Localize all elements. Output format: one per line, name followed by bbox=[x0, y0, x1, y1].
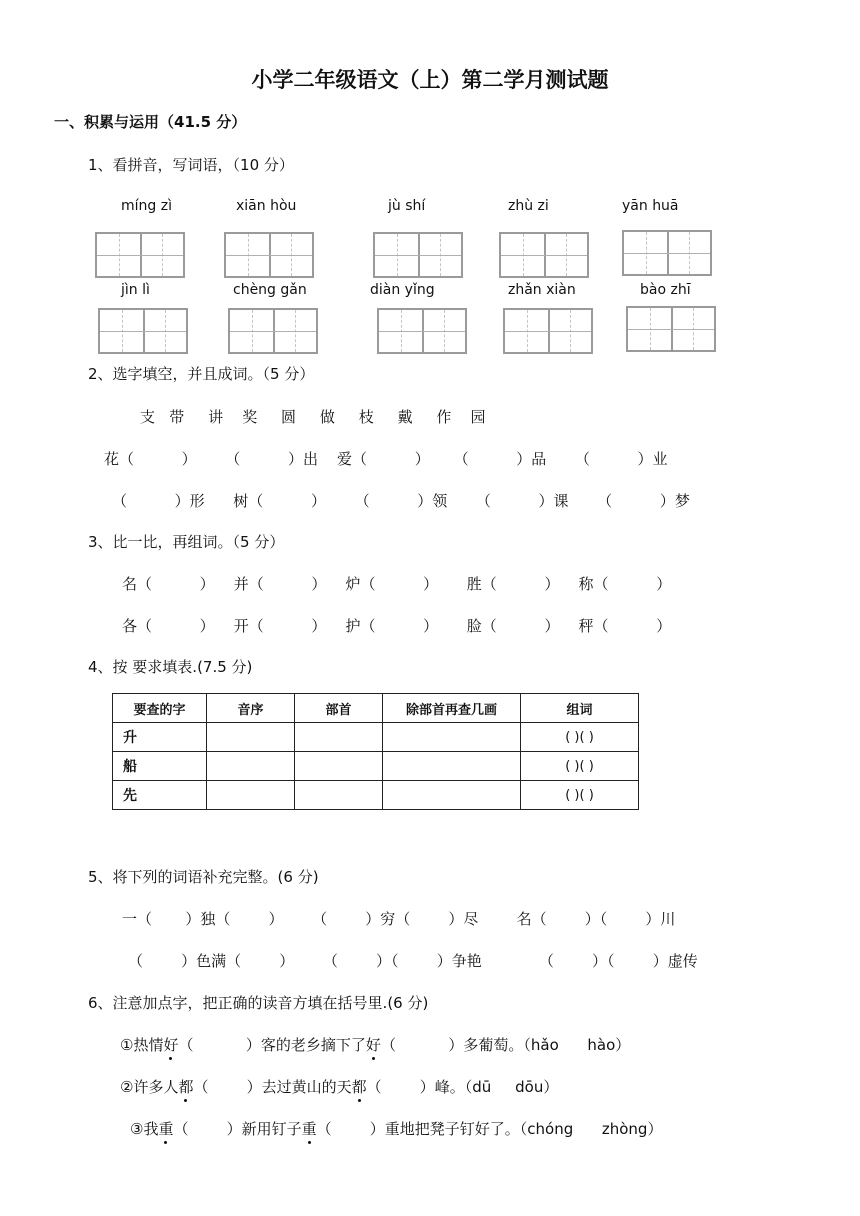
writing-grid[interactable] bbox=[377, 308, 467, 354]
writing-grid[interactable] bbox=[224, 232, 314, 278]
question-1-label: 1、看拼音，写词语，（10 分） bbox=[88, 156, 294, 174]
table-header: 要查的字 bbox=[113, 694, 207, 723]
sentence-line-3 bbox=[130, 1118, 662, 1139]
sentence-text: （ ）多葡萄。（hǎo hào） bbox=[380, 1036, 631, 1054]
sentence-line-2 bbox=[120, 1076, 558, 1097]
question-5-label: 5、将下列的词语补充完整。(6 分) bbox=[88, 868, 319, 886]
table-row bbox=[113, 723, 639, 752]
grid-guide-line bbox=[566, 234, 567, 276]
table-header: 部首 bbox=[295, 694, 383, 723]
table-cell-input[interactable] bbox=[295, 752, 383, 781]
dotted-char: 重 bbox=[158, 1120, 174, 1138]
fill-line: 名（ ） 并（ ） 炉（ ） 胜（ ） 称（ ） bbox=[122, 575, 672, 593]
grid-guide-line bbox=[119, 234, 120, 276]
sentence-text: （ ）客的老乡摘下了 bbox=[178, 1036, 366, 1054]
table-cell-input[interactable] bbox=[207, 752, 295, 781]
writing-grid[interactable] bbox=[373, 232, 463, 278]
fill-line: （ ）形 树（ ） （ ）领 （ ）课 （ ）梦 bbox=[112, 492, 690, 510]
writing-grid[interactable] bbox=[98, 308, 188, 354]
grid-guide-line bbox=[689, 232, 690, 274]
table-row bbox=[113, 752, 639, 781]
table-cell-char: 升 bbox=[113, 723, 207, 752]
writing-grid[interactable] bbox=[228, 308, 318, 354]
dotted-char: 都 bbox=[178, 1078, 194, 1096]
question-3-label: 3、比一比，再组词。（5 分） bbox=[88, 533, 285, 551]
table-cell-input[interactable] bbox=[207, 723, 295, 752]
grid-guide-line bbox=[291, 234, 292, 276]
writing-grid[interactable] bbox=[622, 230, 712, 276]
sentence-text: ③我 bbox=[130, 1120, 159, 1138]
pinyin-label: míng zì bbox=[121, 198, 172, 214]
grid-guide-line bbox=[444, 310, 445, 352]
table-header: 组词 bbox=[521, 694, 639, 723]
grid-guide-line bbox=[646, 232, 647, 274]
question-6-label: 6、注意加点字，把正确的读音方填在括号里.(6 分) bbox=[88, 994, 429, 1012]
grid-guide-line bbox=[650, 308, 651, 350]
sentence-text: ②许多人 bbox=[120, 1078, 179, 1096]
table-cell-input[interactable] bbox=[383, 781, 521, 810]
fill-line: 各（ ） 开（ ） 护（ ） 脸（ ） 秤（ ） bbox=[122, 617, 672, 635]
dotted-char: 好 bbox=[163, 1036, 179, 1054]
table-cell-input[interactable] bbox=[383, 752, 521, 781]
table-cell-char: 船 bbox=[113, 752, 207, 781]
grid-guide-line bbox=[397, 234, 398, 276]
sentence-text: （ ）重地把凳子钉好了。（chóng zhòng） bbox=[316, 1120, 663, 1138]
pinyin-label: bào zhī bbox=[640, 282, 691, 298]
pinyin-label: xiān hòu bbox=[236, 198, 297, 214]
table-cell-zuci[interactable]: ( )( ) bbox=[521, 723, 639, 752]
fill-line: （ ）色满（ ） （ ）（ ）争艳 （ ）（ ）虚传 bbox=[128, 952, 698, 970]
sentence-text: （ ）峰。（dū dōu） bbox=[366, 1078, 559, 1096]
grid-guide-line bbox=[693, 308, 694, 350]
question-4-label: 4、按 要求填表.(7.5 分) bbox=[88, 658, 253, 676]
pinyin-label: zhù zi bbox=[508, 198, 549, 214]
writing-grid[interactable] bbox=[499, 232, 589, 278]
fill-line: 花（ ） （ ）出 爱（ ） （ ）品 （ ）业 bbox=[104, 450, 668, 468]
table-header-row bbox=[113, 694, 639, 723]
page-title: 小学二年级语文（上）第二学月测试题 bbox=[251, 68, 609, 92]
sentence-text: ①热情 bbox=[120, 1036, 164, 1054]
pinyin-label: zhǎn xiàn bbox=[508, 282, 576, 298]
character-choices: 支 带 讲 奖 圆 做 枝 戴 作 园 bbox=[140, 408, 486, 426]
pinyin-label: yān huā bbox=[622, 198, 679, 214]
dotted-char: 重 bbox=[301, 1120, 317, 1138]
grid-guide-line bbox=[295, 310, 296, 352]
table-cell-input[interactable] bbox=[207, 781, 295, 810]
grid-guide-line bbox=[252, 310, 253, 352]
section-heading: 一、积累与运用（41.5 分） bbox=[54, 113, 247, 131]
grid-guide-line bbox=[122, 310, 123, 352]
writing-grid[interactable] bbox=[503, 308, 593, 354]
table-cell-zuci[interactable]: ( )( ) bbox=[521, 752, 639, 781]
pinyin-label: chèng gǎn bbox=[233, 282, 307, 298]
pinyin-label: diàn yǐng bbox=[370, 282, 435, 298]
table-header: 除部首再查几画 bbox=[383, 694, 521, 723]
grid-guide-line bbox=[165, 310, 166, 352]
table-cell-zuci[interactable]: ( )( ) bbox=[521, 781, 639, 810]
sentence-text: （ ）去过黄山的天 bbox=[193, 1078, 352, 1096]
table-cell-input[interactable] bbox=[295, 723, 383, 752]
pinyin-label: jù shí bbox=[388, 198, 426, 214]
dotted-char: 好 bbox=[365, 1036, 381, 1054]
grid-guide-line bbox=[248, 234, 249, 276]
grid-guide-line bbox=[440, 234, 441, 276]
writing-grid[interactable] bbox=[626, 306, 716, 352]
grid-guide-line bbox=[523, 234, 524, 276]
table-cell-input[interactable] bbox=[295, 781, 383, 810]
sentence-line-1 bbox=[120, 1034, 630, 1055]
table-cell-input[interactable] bbox=[383, 723, 521, 752]
lookup-table bbox=[112, 693, 639, 810]
table-row bbox=[113, 781, 639, 810]
pinyin-label: jìn lì bbox=[121, 282, 150, 298]
table-cell-char: 先 bbox=[113, 781, 207, 810]
writing-grid[interactable] bbox=[95, 232, 185, 278]
grid-guide-line bbox=[401, 310, 402, 352]
table-header: 音序 bbox=[207, 694, 295, 723]
question-2-label: 2、选字填空，并且成词。（5 分） bbox=[88, 365, 315, 383]
fill-line: 一（ ）独（ ） （ ）穷（ ）尽 名（ ）（ ）川 bbox=[122, 910, 676, 928]
grid-guide-line bbox=[527, 310, 528, 352]
dotted-char: 都 bbox=[351, 1078, 367, 1096]
sentence-text: （ ）新用钉子 bbox=[173, 1120, 302, 1138]
grid-guide-line bbox=[570, 310, 571, 352]
grid-guide-line bbox=[162, 234, 163, 276]
